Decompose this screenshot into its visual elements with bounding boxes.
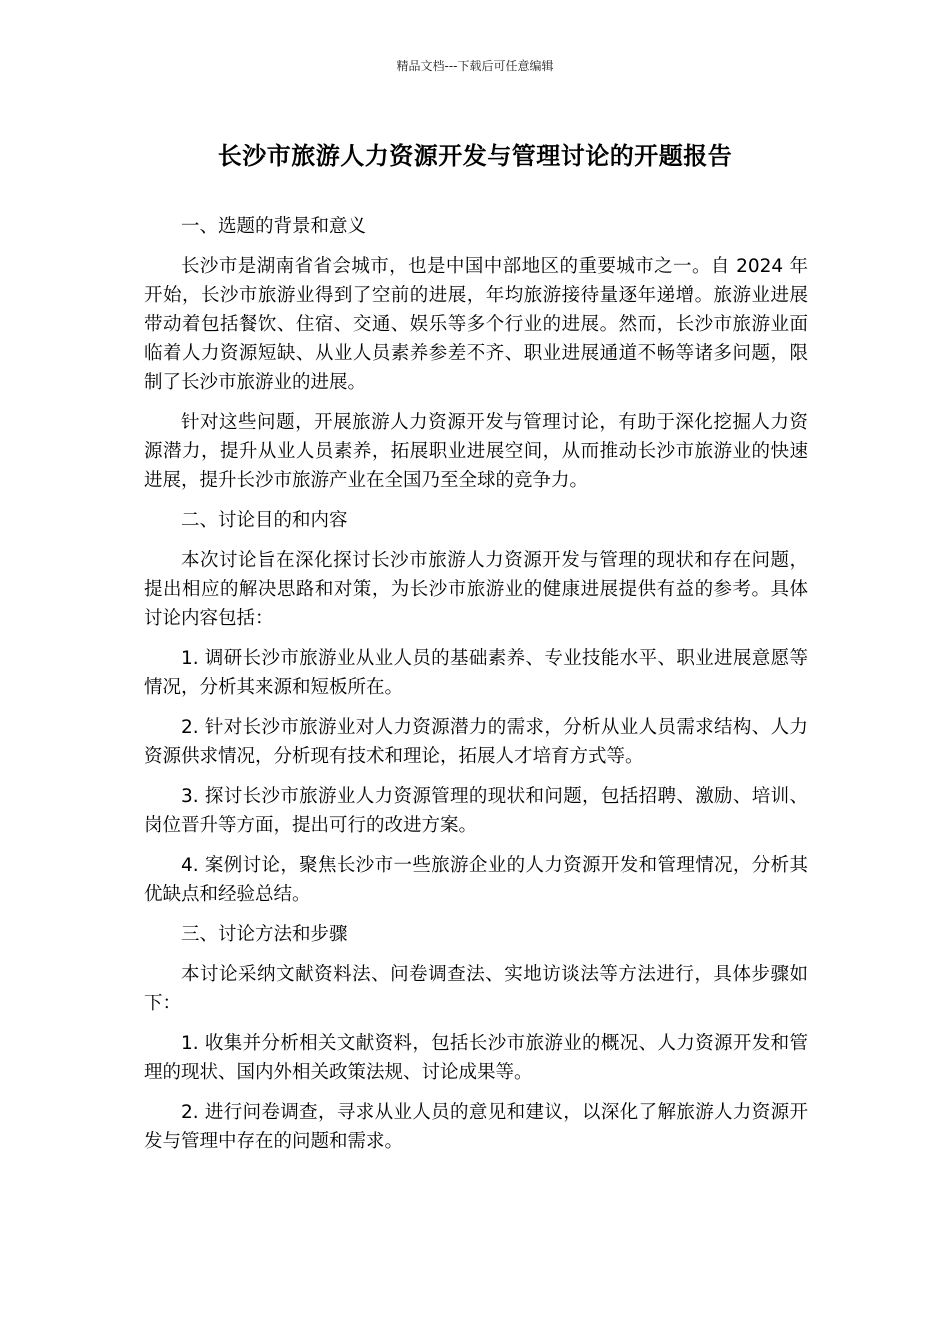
paragraph-objectives: 本次讨论旨在深化探讨长沙市旅游人力资源开发与管理的现状和存在问题，提出相应的解决思路和对策，为长沙市旅游业的健康进展提供有益的参考。具体讨论内容包括：	[144, 550, 808, 629]
document-body	[144, 212, 808, 1167]
paragraph-methods: 本讨论采纳文献资料法、问卷调查法、实地访谈法等方法进行，具体步骤如下：	[144, 964, 808, 1014]
list-item-content-4: 4. 案例讨论，聚焦长沙市一些旅游企业的人力资源开发和管理情况，分析其优缺点和经验总结。	[144, 855, 808, 905]
paragraph-background: 长沙市是湖南省省会城市，也是中国中部地区的重要城市之一。自 2024 年开始，长沙市旅游业得到了空前的进展，年均旅游接待量逐年递增。旅游业进展带动着包括餐饮、住宿、交通、娱乐等多个行业的进展。然而，长沙市旅游业面临着人力资源短缺、从业人员素养参差不齐、职业进展通道不畅等诸多问题，限制了长沙市旅游业的进展。	[144, 256, 808, 393]
list-item-step-1: 1. 收集并分析相关文献资料，包括长沙市旅游业的概况、人力资源开发和管理的现状、国内外相关政策法规、讨论成果等。	[144, 1033, 808, 1083]
paragraph-significance: 针对这些问题，开展旅游人力资源开发与管理讨论，有助于深化挖掘人力资源潜力，提升从业人员素养，拓展职业进展空间，从而推动长沙市旅游业的快速进展，提升长沙市旅游产业在全国乃至全球的竞争力。	[144, 412, 808, 491]
list-item-content-3: 3. 探讨长沙市旅游业人力资源管理的现状和问题，包括招聘、激励、培训、岗位晋升等方面，提出可行的改进方案。	[144, 786, 808, 836]
list-item-content-2: 2. 针对长沙市旅游业对人力资源潜力的需求，分析从业人员需求结构、人力资源供求情况，分析现有技术和理论，拓展人才培育方式等。	[144, 717, 808, 767]
section-heading-background: 一、选题的背景和意义	[181, 216, 367, 237]
list-item-step-2: 2. 进行问卷调查，寻求从业人员的意见和建议，以深化了解旅游人力资源开发与管理中存在的问题和需求。	[144, 1102, 808, 1152]
document-title: 长沙市旅游人力资源开发与管理讨论的开题报告	[217, 142, 733, 170]
section-heading-methods: 三、讨论方法和步骤	[181, 924, 348, 945]
section-heading-objectives: 二、讨论目的和内容	[181, 510, 348, 531]
list-item-content-1: 1. 调研长沙市旅游业从业人员的基础素养、专业技能水平、职业进展意愿等情况，分析其来源和短板所在。	[144, 648, 808, 698]
page-header: 精品文档---下载后可任意编辑	[396, 59, 554, 73]
